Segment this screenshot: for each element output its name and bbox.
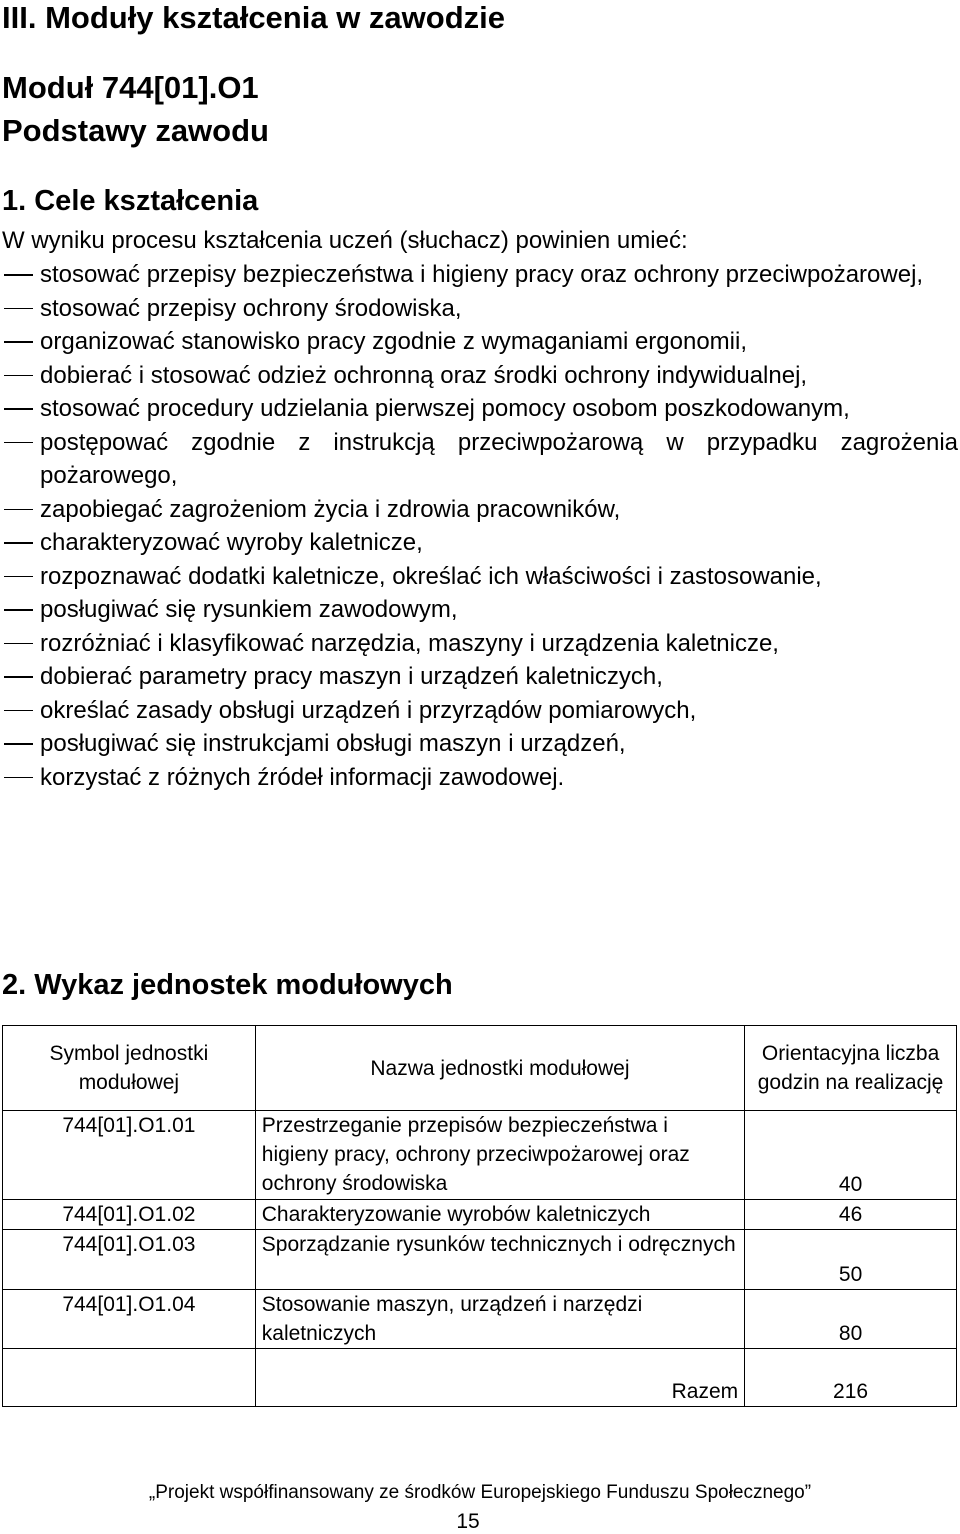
goal-text: określać zasady obsługi urządzeń i przyrządów pomiarowych, (40, 696, 697, 724)
unit-hours: 50 (745, 1230, 957, 1290)
goal-item (0, 359, 958, 393)
goal-item (0, 426, 958, 493)
unit-name: Charakteryzowanie wyrobów kaletniczych (255, 1199, 744, 1229)
goal-text: organizować stanowisko pracy zgodnie z wymaganiami ergonomii, (40, 328, 748, 355)
total-value: 216 (745, 1349, 957, 1407)
goal-text: charakteryzować wyroby kaletnicze, (40, 529, 423, 556)
project-footnote: „Projekt współfinansowany ze środków Europejskiego Funduszu Społecznego” (148, 1482, 812, 1503)
page-number: 15 (456, 1510, 480, 1533)
goal-item (0, 258, 958, 292)
col-header-name: Nazwa jednostki modułowej (255, 1026, 744, 1111)
goal-text: postępować zgodnie z instrukcją przeciwpożarową w przypadku zagrożenia pożarowego, (40, 428, 958, 489)
table-header-row (3, 1026, 957, 1111)
module-name: Podstawy zawodu (2, 113, 269, 148)
table-row (3, 1289, 957, 1349)
goal-item (0, 694, 958, 728)
unit-hours: 80 (745, 1289, 957, 1349)
goal-item (0, 493, 958, 527)
unit-name: Sporządzanie rysunków technicznych i odręcznych (255, 1230, 744, 1290)
goal-text: posługiwać się rysunkiem zawodowym, (40, 596, 458, 623)
goal-item (0, 727, 958, 761)
table-row (3, 1111, 957, 1200)
table-row (3, 1230, 957, 1290)
goal-text: stosować przepisy bezpieczeństwa i higieny pracy oraz ochrony przeciwpożarowej, (40, 261, 924, 288)
goals-list (0, 258, 958, 794)
section-heading-goals: 1. Cele kształcenia (2, 185, 259, 217)
goal-text: korzystać z różnych źródeł informacji zawodowej. (40, 763, 565, 791)
table-total-row (3, 1349, 957, 1407)
goal-item (0, 761, 958, 795)
goals-intro: W wyniku procesu kształcenia uczeń (słuchacz) powinien umieć: (2, 227, 688, 254)
goal-item (0, 392, 958, 426)
goal-text: rozpoznawać dodatki kaletnicze, określać ich właściwości i zastosowanie, (40, 562, 822, 590)
goal-item (0, 325, 958, 359)
unit-symbol: 744[01].O1.02 (3, 1199, 256, 1229)
goal-text: posługiwać się instrukcjami obsługi maszyn i urządzeń, (40, 730, 626, 757)
goal-text: stosować przepisy ochrony środowiska, (40, 294, 462, 322)
chapter-title: III. Moduły kształcenia w zawodzie (2, 0, 506, 35)
unit-symbol: 744[01].O1.04 (3, 1289, 256, 1349)
goal-text: dobierać i stosować odzież ochronną oraz środki ochrony indywidualnej, (40, 361, 808, 389)
module-code: Moduł 744[01].O1 (2, 70, 259, 105)
goal-text: dobierać parametry pracy maszyn i urządzeń kaletniczych, (40, 663, 663, 690)
total-empty-cell (3, 1349, 256, 1407)
module-heading (2, 66, 269, 152)
unit-hours: 40 (745, 1111, 957, 1200)
table-row (3, 1199, 957, 1229)
unit-symbol: 744[01].O1.03 (3, 1230, 256, 1290)
unit-name: Przestrzeganie przepisów bezpieczeństwa i higieny pracy, ochrony przeciwpożarowej oraz ochrony środowiska (255, 1111, 744, 1200)
goal-item (0, 593, 958, 627)
module-units-table (2, 1025, 957, 1407)
total-label: Razem (255, 1349, 744, 1407)
goal-item (0, 660, 958, 694)
col-header-symbol: Symbol jednostki modułowej (3, 1026, 256, 1111)
goal-item (0, 292, 958, 326)
section-heading-units: 2. Wykaz jednostek modułowych (2, 969, 453, 1001)
goal-item (0, 526, 958, 560)
goal-item (0, 560, 958, 594)
goal-text: zapobiegać zagrożeniom życia i zdrowia pracowników, (40, 495, 621, 523)
col-header-hours: Orientacyjna liczba godzin na realizację (745, 1026, 957, 1111)
goal-text: rozróżniać i klasyfikować narzędzia, maszyny i urządzenia kaletnicze, (40, 629, 779, 657)
goal-item (0, 627, 958, 661)
unit-hours: 46 (745, 1199, 957, 1229)
goal-text: stosować procedury udzielania pierwszej pomocy osobom poszkodowanym, (40, 395, 850, 422)
unit-name: Stosowanie maszyn, urządzeń i narzędzi kaletniczych (255, 1289, 744, 1349)
unit-symbol: 744[01].O1.01 (3, 1111, 256, 1200)
